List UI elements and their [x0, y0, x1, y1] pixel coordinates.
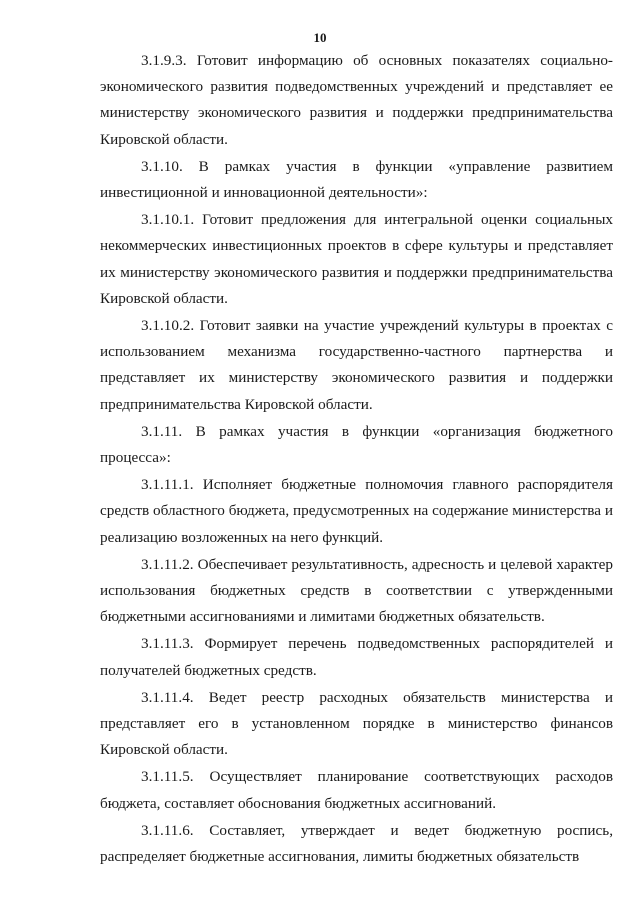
paragraph-3-1-11-5: 3.1.11.5. Осуществляет планирование соответствующих расходов бюджета, составляет обоснования бюджетных ассигнований.	[100, 768, 613, 812]
document-body	[100, 48, 613, 871]
paragraph-3-1-10-2: 3.1.10.2. Готовит заявки на участие учреждений культуры в проектах с использованием механизма государственно-частного партнерства и представляет их министерству экономического развития и поддержки предпринимательства Кировской области.	[100, 317, 613, 413]
paragraph-3-1-11: 3.1.11. В рамках участия в функции «организация бюджетного процесса»:	[100, 422, 613, 467]
paragraph-3-1-11-2: 3.1.11.2. Обеспечивает результативность, адресность и целевой характер использования бюджетных средств в соответствии с утвержденными бюджетными ассигнованиями и лимитами бюджетных обязательств.	[100, 555, 613, 626]
paragraph-3-1-11-4: 3.1.11.4. Ведет реестр расходных обязательств министерства и представляет его в установленном порядке в министерство финансов Кировской области.	[100, 688, 613, 759]
page-number: 10	[313, 30, 327, 45]
paragraph-3-1-11-3: 3.1.11.3. Формирует перечень подведомственных распорядителей и получателей бюджетных средств.	[100, 635, 613, 679]
paragraph-3-1-11-1: 3.1.11.1. Исполняет бюджетные полномочия главного распорядителя средств областного бюджета, предусмотренных на содержание министерства и реализацию возложенных на него функций.	[100, 476, 613, 546]
paragraph-3-1-11-6: 3.1.11.6. Составляет, утверждает и ведет бюджетную роспись, распределяет бюджетные ассигнования, лимиты бюджетных обязательств	[100, 821, 613, 866]
paragraph-3-1-9-3: 3.1.9.3. Готовит информацию об основных показателях социально-экономического развития подведомственных учреждений и представляет ее министерству экономического развития и поддержки предпринимательства Кировской области.	[100, 52, 613, 148]
paragraph-3-1-10: 3.1.10. В рамках участия в функции «управление развитием инвестиционной и инновационной деятельности»:	[100, 157, 613, 202]
paragraph-3-1-10-1: 3.1.10.1. Готовит предложения для интегральной оценки социальных некоммерческих инвестиционных проектов в сфере культуры и представляет их министерству экономического развития и поддержки предпринимательства Кировской области.	[100, 211, 613, 307]
